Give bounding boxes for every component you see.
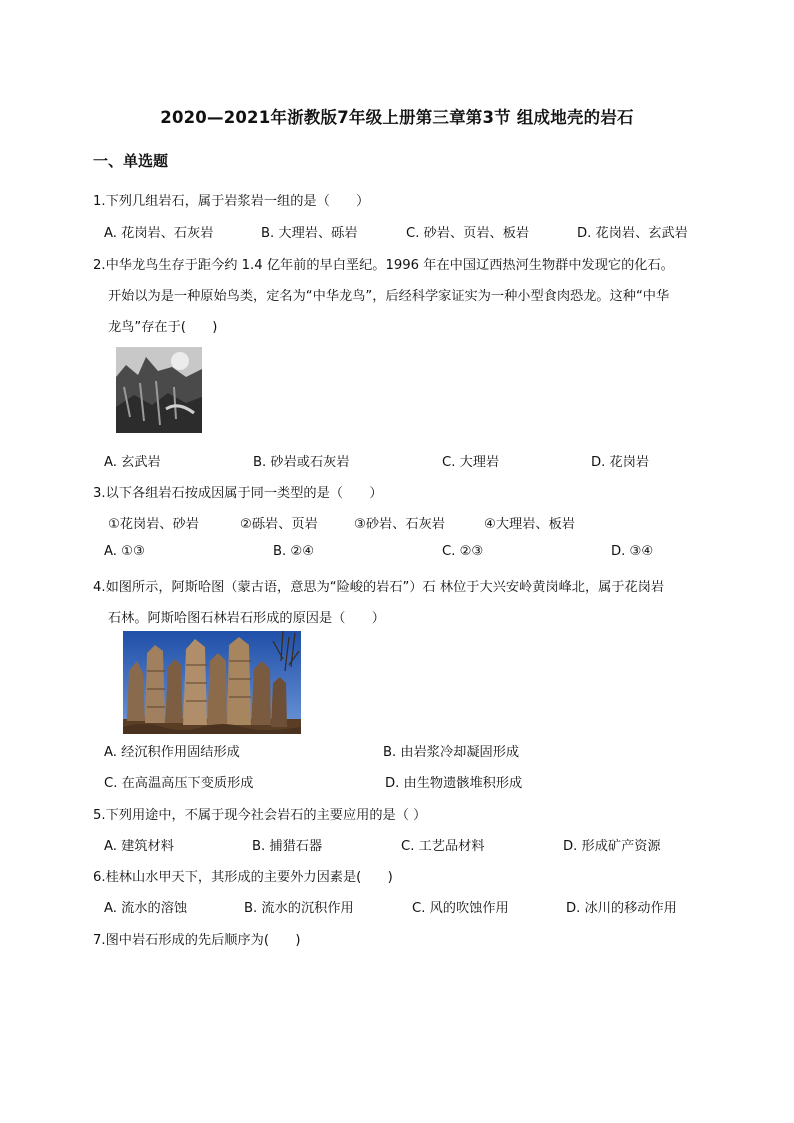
question-3-option-c: C. ②③ [442, 544, 484, 559]
question-3-item-4: ④大理岩、板岩 [484, 517, 575, 532]
question-2-stem-line-3: 龙鸟”存在于( ) [108, 320, 218, 335]
question-6-option-b: B. 流水的沉积作用 [244, 901, 354, 916]
question-1-option-a: A. 花岗岩、石灰岩 [104, 226, 214, 241]
question-6-option-a: A. 流水的溶蚀 [104, 901, 188, 916]
question-7-stem: 7.图中岩石形成的先后顺序为( ) [93, 933, 301, 948]
question-3-item-2: ②砾岩、页岩 [240, 517, 318, 532]
question-4-stem-line-2: 石林。阿斯哈图石林岩石形成的原因是（ ） [108, 611, 385, 626]
question-1-option-c: C. 砂岩、页岩、板岩 [406, 226, 530, 241]
question-3-option-b: B. ②④ [273, 544, 315, 559]
question-6-option-c: C. 风的吹蚀作用 [412, 901, 509, 916]
question-3-item-1: ①花岗岩、砂岩 [108, 517, 199, 532]
question-2-stem-line-2: 开始以为是一种原始鸟类，定名为“中华龙鸟”，后经科学家证实为一种小型食肉恐龙。这种“中华 [108, 289, 670, 304]
question-2-option-d: D. 花岗岩 [591, 455, 650, 470]
question-1-option-d: D. 花岗岩、玄武岩 [577, 226, 688, 241]
question-5-option-a: A. 建筑材料 [104, 839, 174, 854]
question-3-option-d: D. ③④ [611, 544, 654, 559]
question-6-option-d: D. 冰川的移动作用 [566, 901, 677, 916]
question-4-option-d: D. 由生物遗骸堆积形成 [385, 776, 523, 791]
question-5-option-b: B. 捕猎石器 [252, 839, 323, 854]
question-2-option-b: B. 砂岩或石灰岩 [253, 455, 350, 470]
question-1-stem: 1.下列几组岩石，属于岩浆岩一组的是（ ） [93, 194, 370, 209]
question-1-option-b: B. 大理岩、砾岩 [261, 226, 358, 241]
question-5-option-d: D. 形成矿产资源 [563, 839, 661, 854]
fossil-photo [116, 347, 202, 433]
document-title: 2020—2021年浙教版7年级上册第三章第3节 组成地壳的岩石 [160, 108, 634, 127]
question-2-option-c: C. 大理岩 [442, 455, 500, 470]
question-4-option-c: C. 在高温高压下变质形成 [104, 776, 254, 791]
question-6-stem: 6.桂林山水甲天下，其形成的主要外力因素是( ) [93, 870, 393, 885]
stone-forest-photo [123, 631, 301, 734]
question-4-stem-line-1: 4.如图所示，阿斯哈图（蒙古语，意思为“险峻的岩石”）石 林位于大兴安岭黄岗峰北，属于花岗岩 [93, 580, 665, 595]
question-4-option-b: B. 由岩浆冷却凝固形成 [383, 745, 520, 760]
question-2-stem-line-1: 2.中华龙鸟生存于距今约 1.4 亿年前的早白垩纪。1996 年在中国辽西热河生物群中发现它的化石。 [93, 258, 674, 273]
question-5-option-c: C. 工艺品材料 [401, 839, 485, 854]
question-4-option-a: A. 经沉积作用固结形成 [104, 745, 240, 760]
question-2-option-a: A. 玄武岩 [104, 455, 161, 470]
question-3-item-3: ③砂岩、石灰岩 [354, 517, 445, 532]
question-5-stem: 5.下列用途中，不属于现今社会岩石的主要应用的是（ ） [93, 808, 427, 823]
question-3-stem: 3.以下各组岩石按成因属于同一类型的是（ ） [93, 486, 383, 501]
question-3-option-a: A. ①③ [104, 544, 145, 559]
section-heading: 一、单选题 [93, 152, 169, 170]
